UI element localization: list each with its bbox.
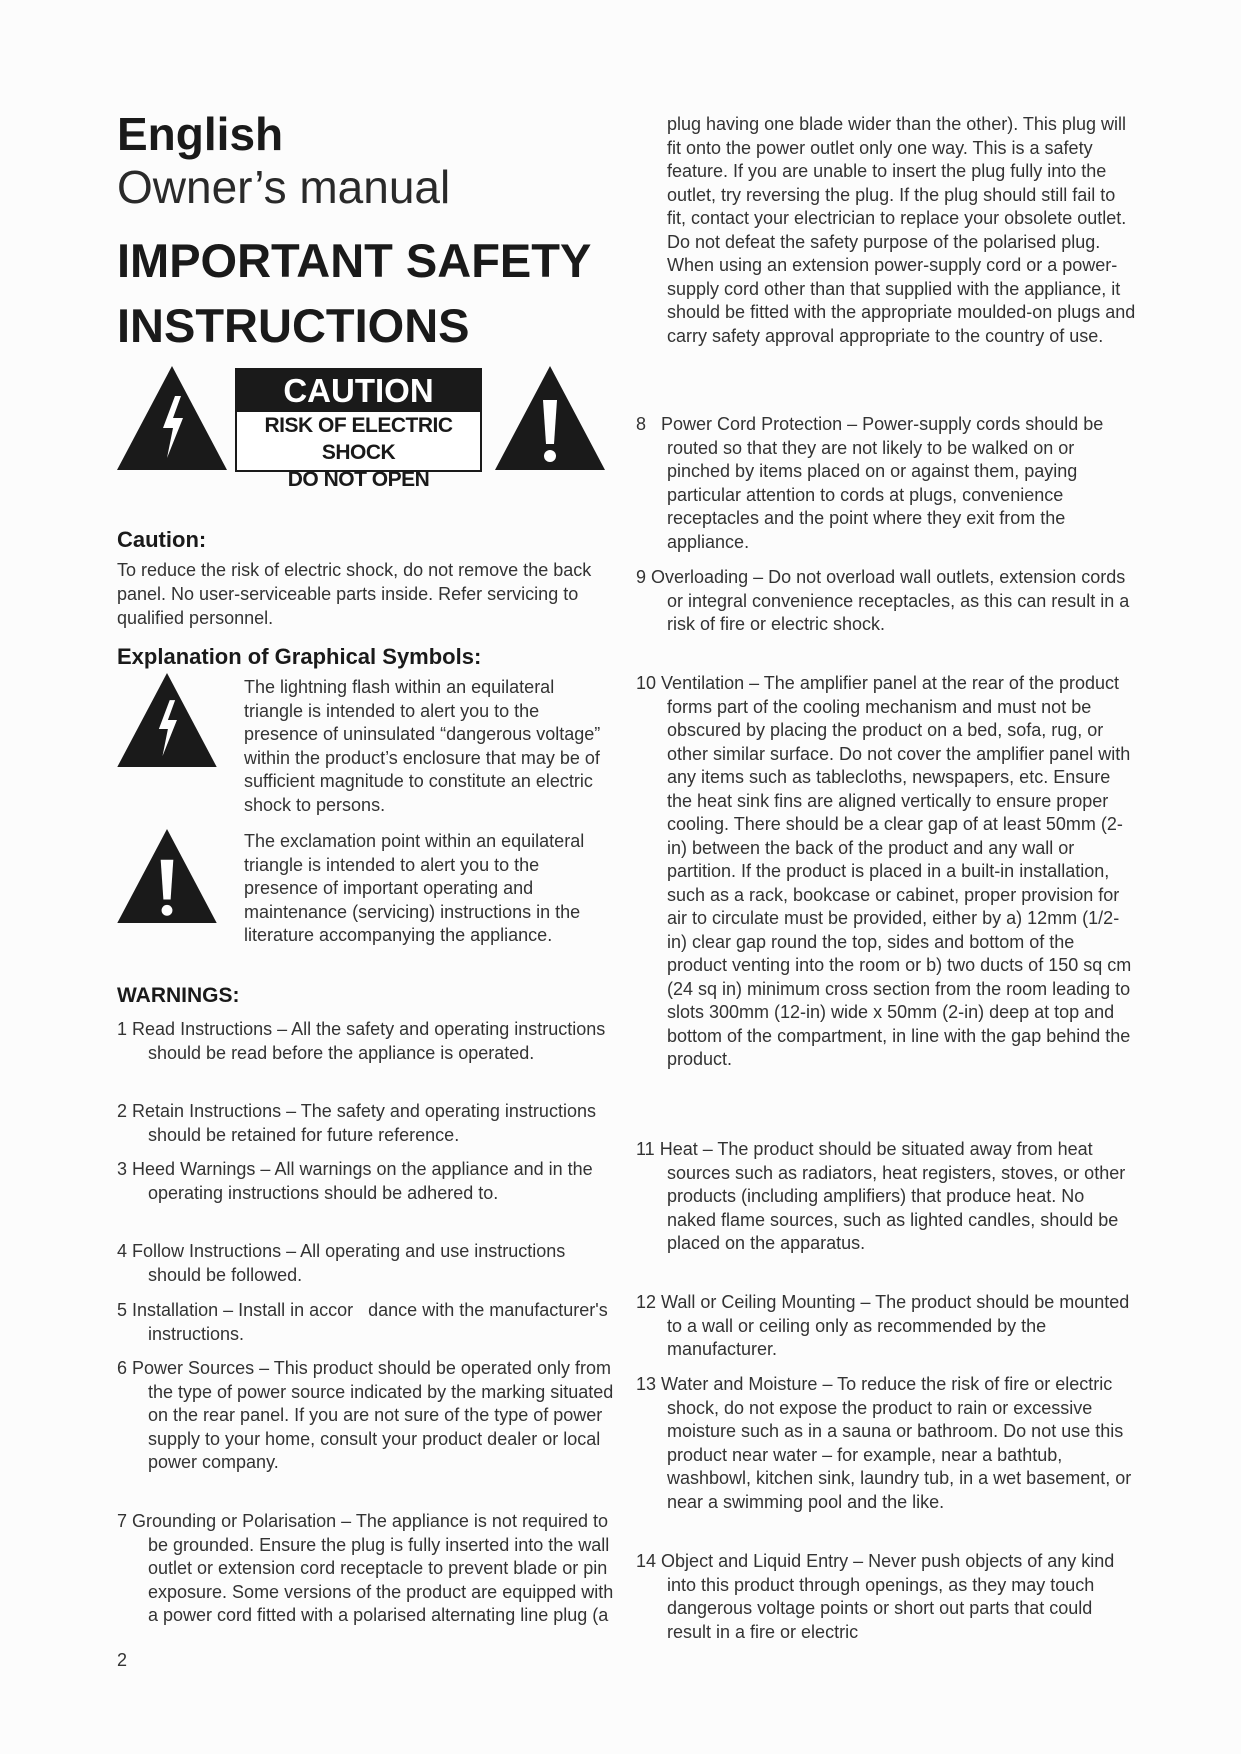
caution-text: To reduce the risk of electric shock, do not remove the back panel. No user-serviceable parts inside. Refer servicing to qualified personnel. xyxy=(117,560,592,628)
warning-item-13: 13 Water and Moisture – To reduce the risk of fire or electric shock, do not expose the product to rain or excessive moisture such as in a sauna or bathroom. Do not use this product near water – for example, near a bathtub, washbowl, kitchen sink, laundry tub, in a wet basement, or near a swimming pool and the like. xyxy=(636,1374,1132,1512)
warning-item-12: 12 Wall or Ceiling Mounting – The product should be mounted to a wall or ceiling only as recommended by the manufacturer. xyxy=(636,1292,1130,1359)
warning-item-11: 11 Heat – The product should be situated away from heat sources such as radiators, heat registers, stoves, or other products (including amplifiers) that produce heat. No naked flame sources, such as lighted candles, should be placed on the apparatus. xyxy=(636,1139,1126,1253)
caution-label-box xyxy=(235,368,482,491)
warning-item-1: 1 Read Instructions – All the safety and operating instructions should be read before the appliance is operated. xyxy=(117,1019,606,1063)
lightning-symbol-icon xyxy=(117,673,217,767)
caution-label-line1: RISK OF ELECTRIC SHOCK xyxy=(264,414,453,464)
warning-item-2: 2 Retain Instructions – The safety and operating instructions should be retained for future reference. xyxy=(117,1101,596,1145)
exclamation-warning-icon xyxy=(495,366,605,470)
warning-item-6: 6 Power Sources – This product should be operated only from the type of power source indicated by the marking situated on the rear panel. If you are not sure of the type of power supply to your home, consult your product dealer or local power company. xyxy=(117,1358,614,1472)
warning-item-9: 9 Overloading – Do not overload wall outlets, extension cords or integral convenience receptacles, as this can result in a risk of fire or electric shock. xyxy=(636,567,1130,634)
caution-label xyxy=(117,366,604,491)
warning-item-3: 3 Heed Warnings – All warnings on the appliance and in the operating instructions should be adhered to. xyxy=(117,1159,593,1203)
caution-label-line2: DO NOT OPEN xyxy=(287,468,430,491)
warning-item-7: 7 Grounding or Polarisation – The appliance is not required to be grounded. Ensure the plug is fully inserted into the wall outlet or extension cord receptacle to prevent blade or pin exposure. Some versions of the product are equipped with a power cord fitted with a polarised alternating line plug (a xyxy=(117,1511,614,1625)
warnings-heading: WARNINGS: xyxy=(117,984,240,1007)
warning-item-10: 10 Ventilation – The amplifier panel at the rear of the product forms part of the cooling mechanism and must not be obscured by placing the product on a bed, sofa, rug, or other similar surface. Do not cover the amplifier panel with any items such as tablecloths, newspapers, etc. Ensure the heat sink fins are aligned vertically to ensure proper cooling. There should be a clear gap of at least 50mm (2-in) between the back of the product and any wall or partition. If the product is placed in a built-in installation, such as a rack, bookcase or cabinet, proper provision for air to circulate must be provided, either by a) 12mm (1/2-in) clear gap round the top, sides and bottom of the product venting into the room or b) two ducts of 150 sq cm (24 sq in) minimum cross section from the room leading to slots 300mm (12-in) wide x 50mm (2-in) deep at top and bottom of the compartment, in line with the gap behind the product. xyxy=(636,673,1132,1069)
symbols-heading: Explanation of Graphical Symbols: xyxy=(117,644,482,669)
warning-item-4: 4 Follow Instructions – All operating and use instructions should be followed. xyxy=(117,1241,566,1285)
warning-item-7-continued: plug having one blade wider than the other). This plug will fit onto the power outlet only one way. This is a safety feature. If you are unable to insert the plug fully into the outlet, try reversing the plug. If the plug should still fail to fit, contact your electrician to replace your obsolete outlet. Do not defeat the safety purpose of the polarised plug. When using an extension power-supply cord or a power-supply cord other than that supplied with the appliance, it should be fitted with the appropriate moulded-on plugs and carry safety approval appropriate to the country of use. xyxy=(667,114,1136,346)
caution-label-heading: CAUTION xyxy=(237,370,480,412)
page-title: IMPORTANT SAFETY INSTRUCTIONS xyxy=(117,234,591,352)
warning-item-14: 14 Object and Liquid Entry – Never push objects of any kind into this product through openings, as they may touch dangerous voltage points or short out parts that could result in a fire or electric xyxy=(636,1551,1115,1642)
warning-item-8: 8 Power Cord Protection – Power-supply cords should be routed so that they are not likely to be walked on or pinched by items placed on or against them, paying particular attention to cords at plugs, convenience receptacles and the point where they exit from the appliance. xyxy=(636,414,1104,552)
lightning-warning-icon xyxy=(117,366,227,470)
exclamation-symbol-text: The exclamation point within an equilateral triangle is intended to alert you to the presence of important operating and maintenance (servicing) instructions in the literature accompanying the appliance. xyxy=(244,831,585,945)
manual-subtitle: Owner’s manual xyxy=(117,161,451,213)
warning-item-5: 5 Installation – Install in accor dance with the manufacturer's instructions. xyxy=(117,1300,613,1344)
caution-heading: Caution: xyxy=(117,527,207,552)
lightning-symbol-text: The lightning flash within an equilateral triangle is intended to alert you to the presence of uninsulated “dangerous voltage” within the product’s enclosure that may be of sufficient magnitude to constitute an electric shock to persons. xyxy=(244,677,601,815)
page-number: 2 xyxy=(117,1650,128,1670)
exclamation-symbol-icon xyxy=(117,829,217,923)
language-heading: English xyxy=(117,108,284,160)
